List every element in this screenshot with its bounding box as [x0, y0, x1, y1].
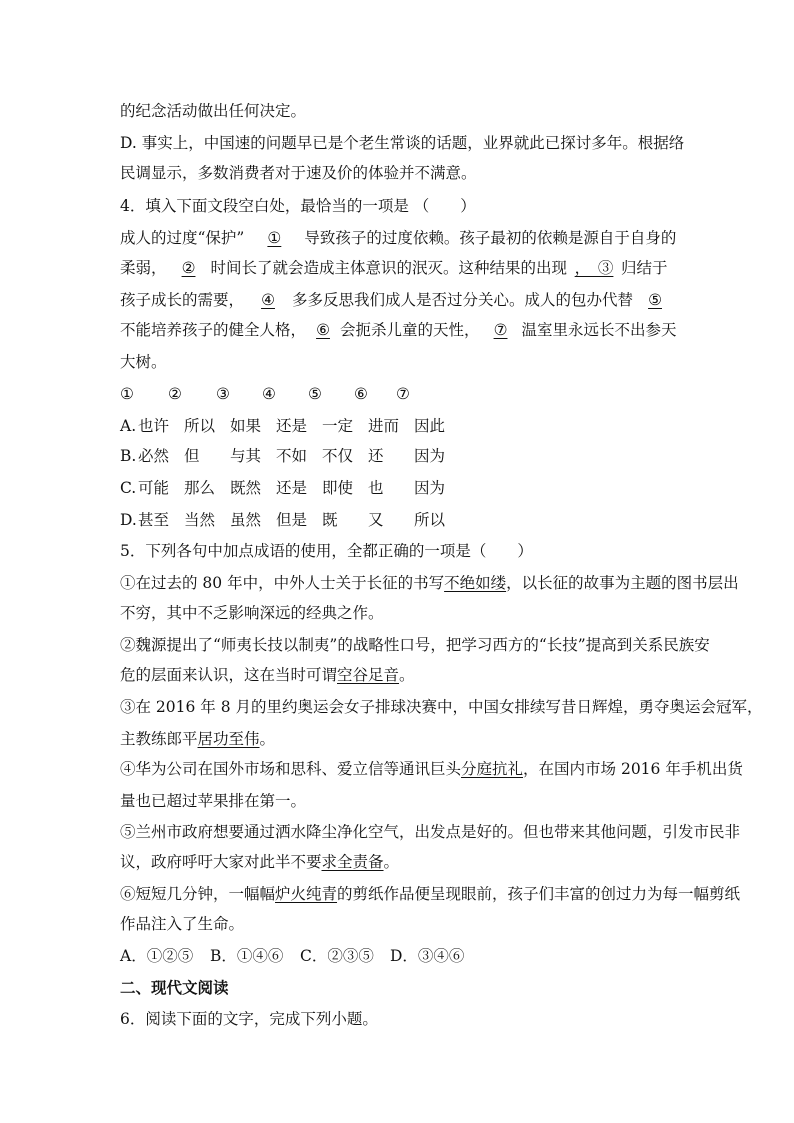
q5-answers [120, 946, 464, 966]
q5-sentence6-line1: ⑥短短几分钟，一幅幅炉火纯青的剪纸作品便呈现眼前，孩子们丰富的创过力为每一幅剪纸 [120, 885, 741, 903]
num-6: ⑥ [354, 385, 368, 403]
num-4: ④ [262, 385, 276, 403]
blank-6: ⑥ [316, 321, 330, 339]
num-1: ① [120, 385, 134, 403]
q4-option-c: C. 可能 那么 既然 还是 即使 也 因为 [120, 479, 446, 497]
blank-7: ⑦ [493, 321, 508, 339]
q5-sentence2-line1: ②魏源提出了“师夷长技以制夷”的战略性口号，把学习西方的“长技”提高到关系民族安 [120, 636, 710, 654]
num-3: ③ [216, 385, 230, 403]
q3-option-d-line2: 民调显示，多数消费者对于速及价的体验并不满意。 [120, 164, 477, 182]
idiom-5: 求全责备 [321, 853, 384, 871]
q4-option-d: D.甚至 当然 虽然 但是 既 又 所以 [120, 511, 446, 529]
q5-sentence5-line2: 议，政府呼吁大家对此半不要求全责备。 [120, 853, 400, 871]
idiom-1: 不绝如缕 [444, 574, 507, 592]
blank-5: ⑤ [648, 291, 662, 309]
idiom-6: 炉火纯青 [275, 885, 338, 903]
num-7: ⑦ [396, 385, 410, 403]
answer-a: A．①②⑤ [120, 947, 194, 965]
q4-passage-line4: 不能培养孩子的健全人格， ⑥ 会扼杀儿童的天性， ⑦ 温室里永远长不出参天 [120, 321, 677, 339]
num-2: ② [168, 385, 182, 403]
q5-sentence5-line1: ⑤兰州市政府想要通过洒水降尘净化空气，出发点是好的。但也带来其他问题，引发市民非 [120, 823, 741, 841]
q3-option-d-line1: D. 事实上，中国速的问题早已是个老生常谈的话题，业界就此已探讨多年。根据络 [120, 134, 685, 152]
q5-sentence6-line2: 作品注入了生命。 [120, 915, 245, 933]
q6-stem: 6．阅读下面的文字，完成下列小题。 [120, 1010, 378, 1028]
answer-c: C．②③⑤ [300, 947, 374, 965]
q4-blank-numbers [120, 384, 410, 404]
q5-sentence4-line2: 量也已超过苹果排在第一。 [120, 792, 307, 810]
q4-passage-line5: 大树。 [120, 353, 167, 371]
blank-4: ④ [261, 291, 275, 309]
num-5: ⑤ [308, 385, 322, 403]
q3-tail: 的纪念活动做出任何决定。 [120, 102, 307, 120]
q5-stem: 5．下列各句中加点成语的使用，全都正确的一项是（ ） [120, 542, 533, 560]
q5-sentence3-line2: 主教练郎平居功至伟。 [120, 730, 276, 748]
q5-sentence1-line2: 不穷，其中不乏影响深远的经典之作。 [120, 604, 384, 622]
q4-option-b: B. 必然 但 与其 不如 不仅 还 因为 [120, 447, 446, 465]
q4-option-a: A. 也许 所以 如果 还是 一定 进而 因此 [120, 417, 446, 435]
idiom-3: 居功至伟 [197, 730, 260, 748]
section-heading: 二、现代文阅读 [120, 979, 229, 997]
idiom-4: 分庭抗礼 [461, 760, 524, 778]
blank-2: ② [181, 259, 196, 277]
idiom-2: 空谷足音 [337, 666, 400, 684]
q4-passage-line2: 柔弱， ② 时间长了就会造成主体意识的泯灭。这种结果的出现 ， ③ 归结于 [120, 259, 668, 277]
q5-sentence4-line1: ④华为公司在国外市场和思科、爱立信等通讯巨头分庭抗礼，在国内市场 2016 年手机出货 [120, 760, 743, 778]
answer-b: B．①④⑥ [210, 947, 284, 965]
q4-passage-line1: 成人的过度“保护” ① 导致孩子的过度依赖。孩子最初的依赖是源自于自身的 [120, 229, 677, 247]
blank-1: ① [267, 229, 282, 247]
q4-stem: 4．填入下面文段空白处，最恰当的一项是 （ ） [120, 197, 476, 215]
q4-passage-line3: 孩子成长的需要， ④ 多多反思我们成人是否过分关心。成人的包办代替 ⑤ [120, 290, 677, 310]
q5-sentence2-line2: 危的层面来认识，这在当时可谓空谷足音。 [120, 666, 415, 684]
blank-3: ， ③ [574, 259, 614, 277]
q5-sentence3-line1: ③在 2016 年 8 月的里约奥运会女子排球决赛中，中国女排续写昔日辉煌，勇夺奥运会冠军， [120, 698, 763, 716]
answer-d: D．③④⑥ [390, 947, 465, 965]
q5-sentence1-line1: ①在过去的 80 年中，中外人士关于长征的书写不绝如缕，以长征的故事为主题的图书层出 [120, 574, 739, 592]
